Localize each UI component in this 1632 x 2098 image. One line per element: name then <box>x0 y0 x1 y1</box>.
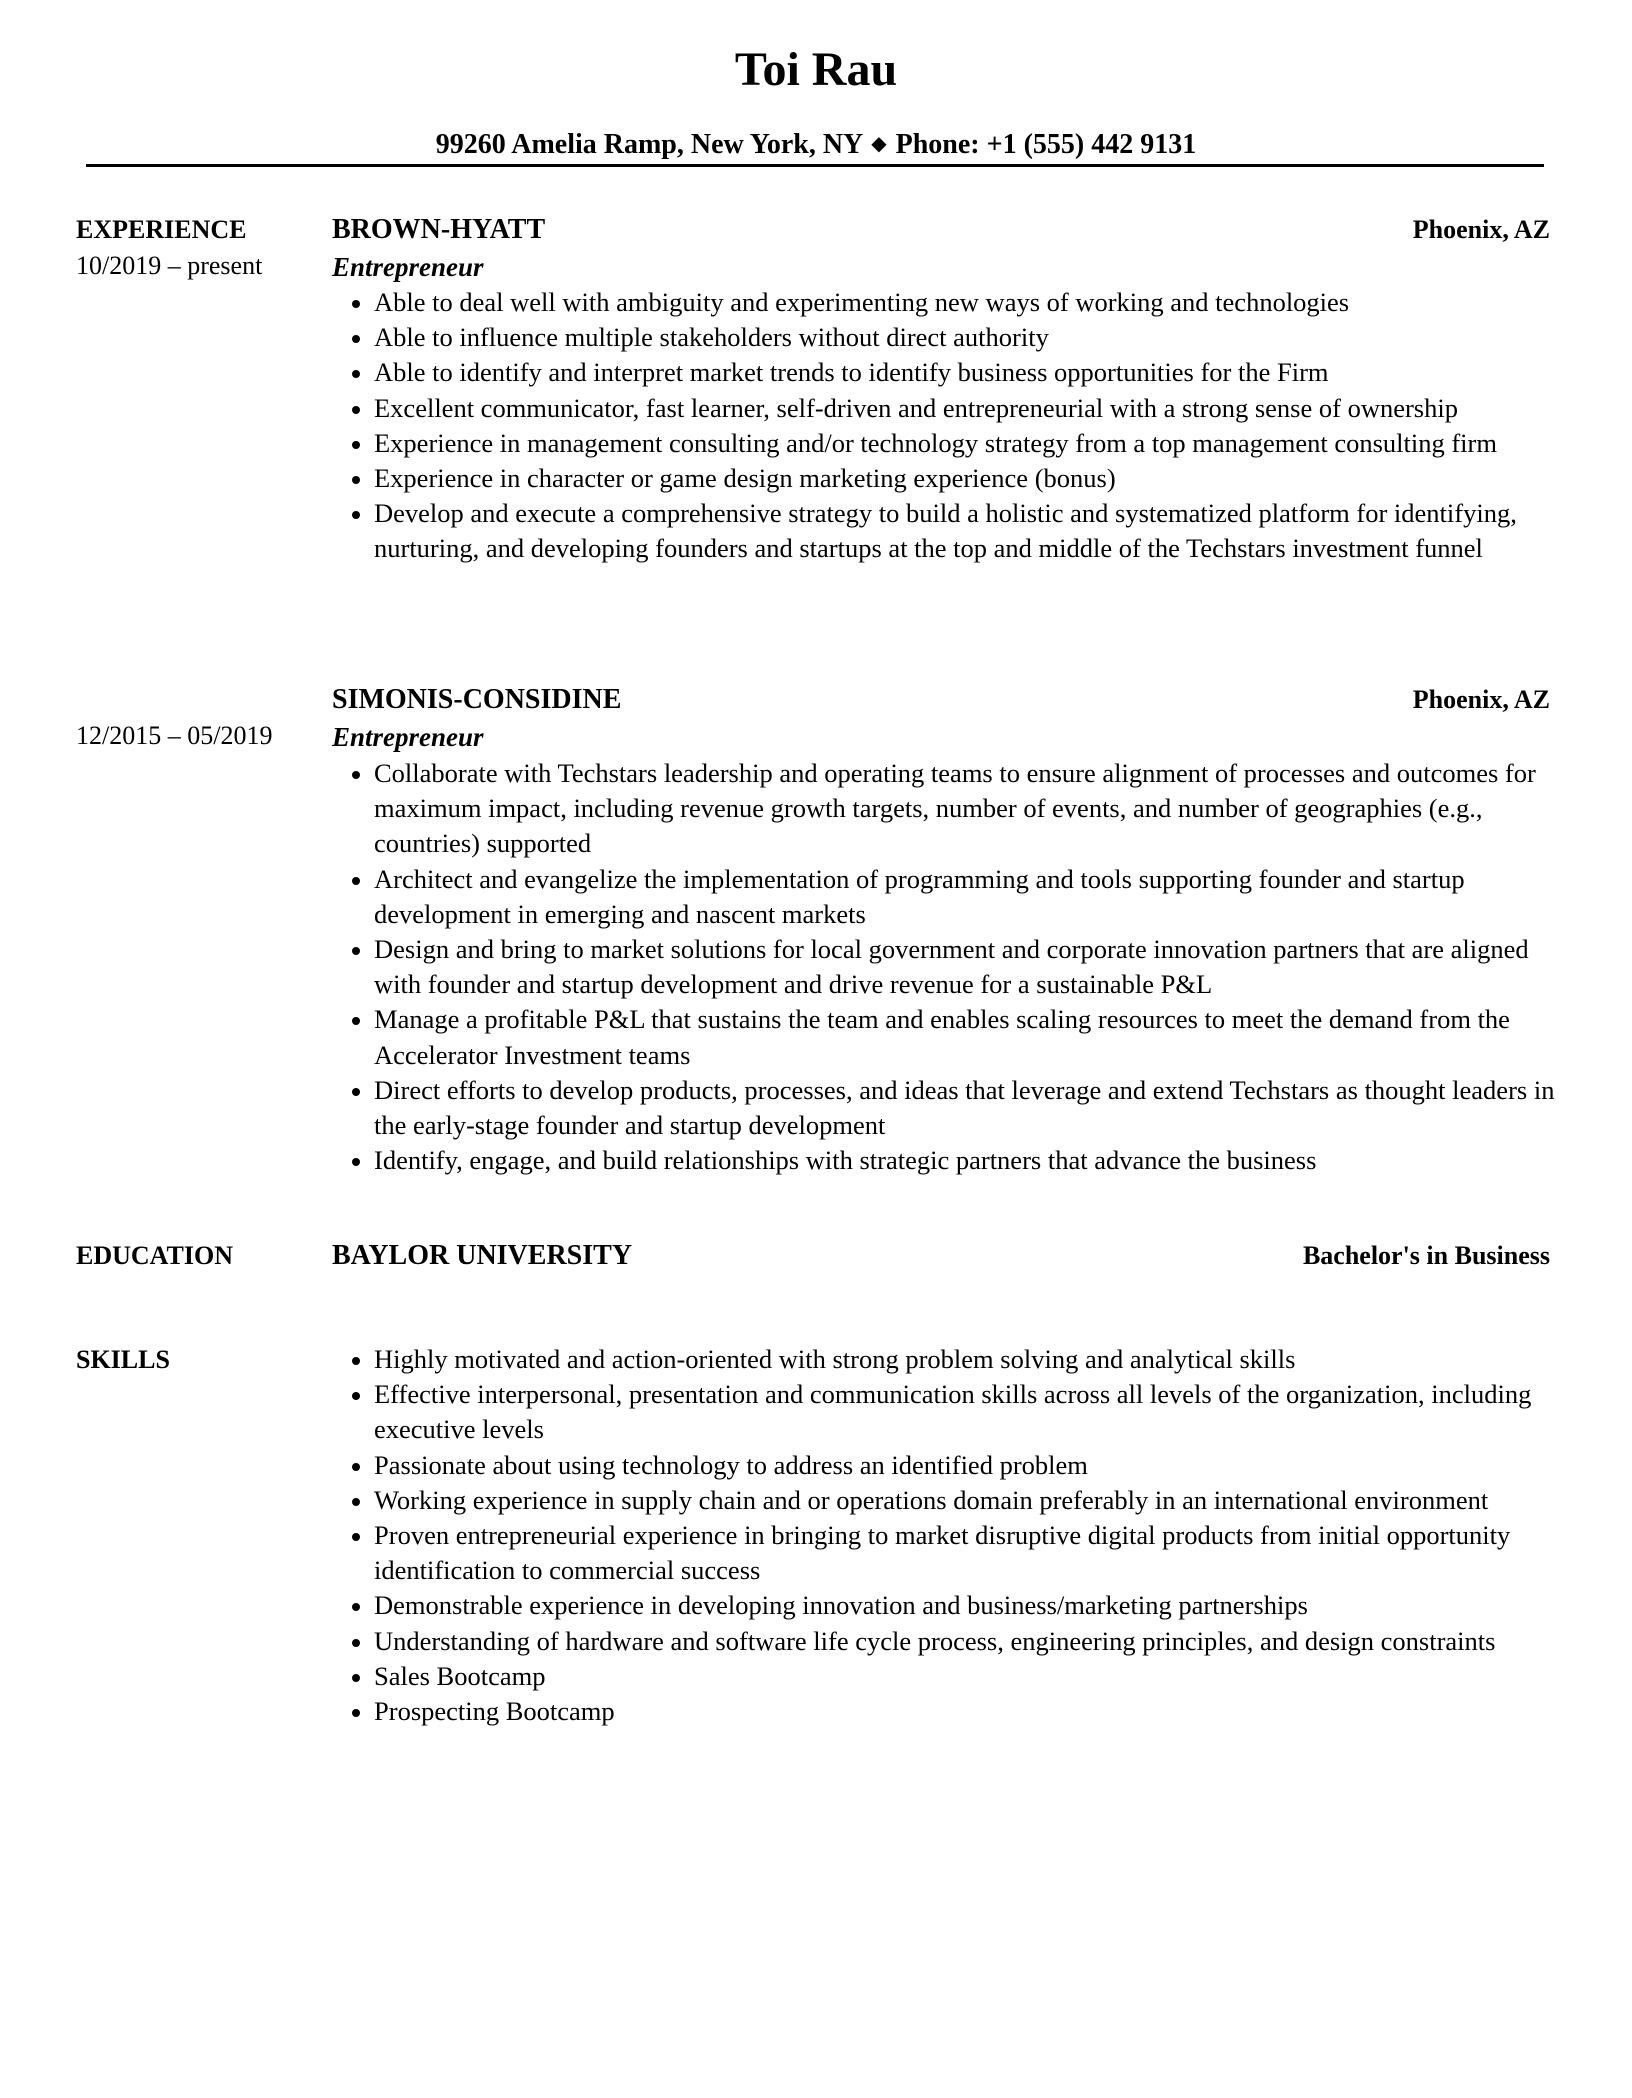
list-item: Effective interpersonal, presentation and communication skills across all levels of the organization, including executive levels <box>332 1377 1557 1447</box>
list-item: Design and bring to market solutions for local government and corporate innovation partners that are aligned with founder and startup development and drive revenue for a sustainable P&L <box>332 932 1557 1002</box>
job-2-bullets <box>332 756 1557 1178</box>
job-1-dates: 10/2019 – present <box>76 251 263 280</box>
job-1-bullets <box>332 285 1557 567</box>
job-2-location: Phoenix, AZ <box>1412 685 1550 714</box>
list-item: Working experience in supply chain and or operations domain preferably in an international environment <box>332 1483 1557 1518</box>
section-title-experience: EXPERIENCE <box>76 215 247 244</box>
list-item: Prospecting Bootcamp <box>332 1694 1557 1729</box>
list-item: Manage a profitable P&L that sustains the team and enables scaling resources to meet the demand from the Accelerator Investment teams <box>332 1002 1557 1072</box>
list-item: Experience in character or game design marketing experience (bonus) <box>332 461 1557 496</box>
list-item: Able to influence multiple stakeholders without direct authority <box>332 320 1557 355</box>
education-school: BAYLOR UNIVERSITY <box>332 1240 633 1271</box>
header-divider <box>86 164 1544 167</box>
job-1-company: BROWN-HYATT <box>332 214 546 245</box>
job-2-dates: 12/2015 – 05/2019 <box>76 721 273 750</box>
phone: Phone: +1 (555) 442 9131 <box>895 129 1197 160</box>
list-item: Understanding of hardware and software life cycle process, engineering principles, and design constraints <box>332 1624 1557 1659</box>
list-item: Experience in management consulting and/or technology strategy from a top management consulting firm <box>332 426 1557 461</box>
education-degree: Bachelor's in Business <box>1302 1241 1550 1270</box>
list-item: Develop and execute a comprehensive strategy to build a holistic and systematized platform for identifying, nurturing, and developing founders and startups at the top and middle of the Techstars investment funnel <box>332 496 1557 566</box>
list-item: Excellent communicator, fast learner, self-driven and entrepreneurial with a strong sense of ownership <box>332 391 1557 426</box>
job-1-location: Phoenix, AZ <box>1412 215 1550 244</box>
address: 99260 Amelia Ramp, New York, NY <box>435 129 863 160</box>
skills-list <box>332 1342 1557 1729</box>
candidate-name: Toi Rau <box>734 43 898 96</box>
list-item: Demonstrable experience in developing innovation and business/marketing partnerships <box>332 1588 1557 1623</box>
list-item: Identify, engage, and build relationships with strategic partners that advance the business <box>332 1143 1557 1178</box>
job-2-company: SIMONIS-CONSIDINE <box>332 684 622 715</box>
section-title-skills: SKILLS <box>76 1345 170 1374</box>
list-item: Highly motivated and action-oriented with strong problem solving and analytical skills <box>332 1342 1557 1377</box>
job-2-title: Entrepreneur <box>332 722 484 752</box>
contact-line <box>0 126 1632 163</box>
section-title-education: EDUCATION <box>76 1241 233 1270</box>
list-item: Sales Bootcamp <box>332 1659 1557 1694</box>
list-item: Direct efforts to develop products, processes, and ideas that leverage and extend Techstars as thought leaders in the early-stage founder and startup development <box>332 1073 1557 1143</box>
list-item: Able to identify and interpret market trends to identify business opportunities for the Firm <box>332 355 1557 390</box>
list-item: Proven entrepreneurial experience in bringing to market disruptive digital products from initial opportunity identification to commercial success <box>332 1518 1557 1588</box>
list-item: Architect and evangelize the implementation of programming and tools supporting founder and startup development in emerging and nascent markets <box>332 862 1557 932</box>
list-item: Able to deal well with ambiguity and experimenting new ways of working and technologies <box>332 285 1557 320</box>
job-1-title: Entrepreneur <box>332 252 484 282</box>
list-item: Collaborate with Techstars leadership and operating teams to ensure alignment of processes and outcomes for maximum impact, including revenue growth targets, number of events, and number of geographies (e.g., countries) supported <box>332 756 1557 862</box>
list-item: Passionate about using technology to address an identified problem <box>332 1448 1557 1483</box>
diamond-separator-icon: ◆ <box>871 133 887 155</box>
